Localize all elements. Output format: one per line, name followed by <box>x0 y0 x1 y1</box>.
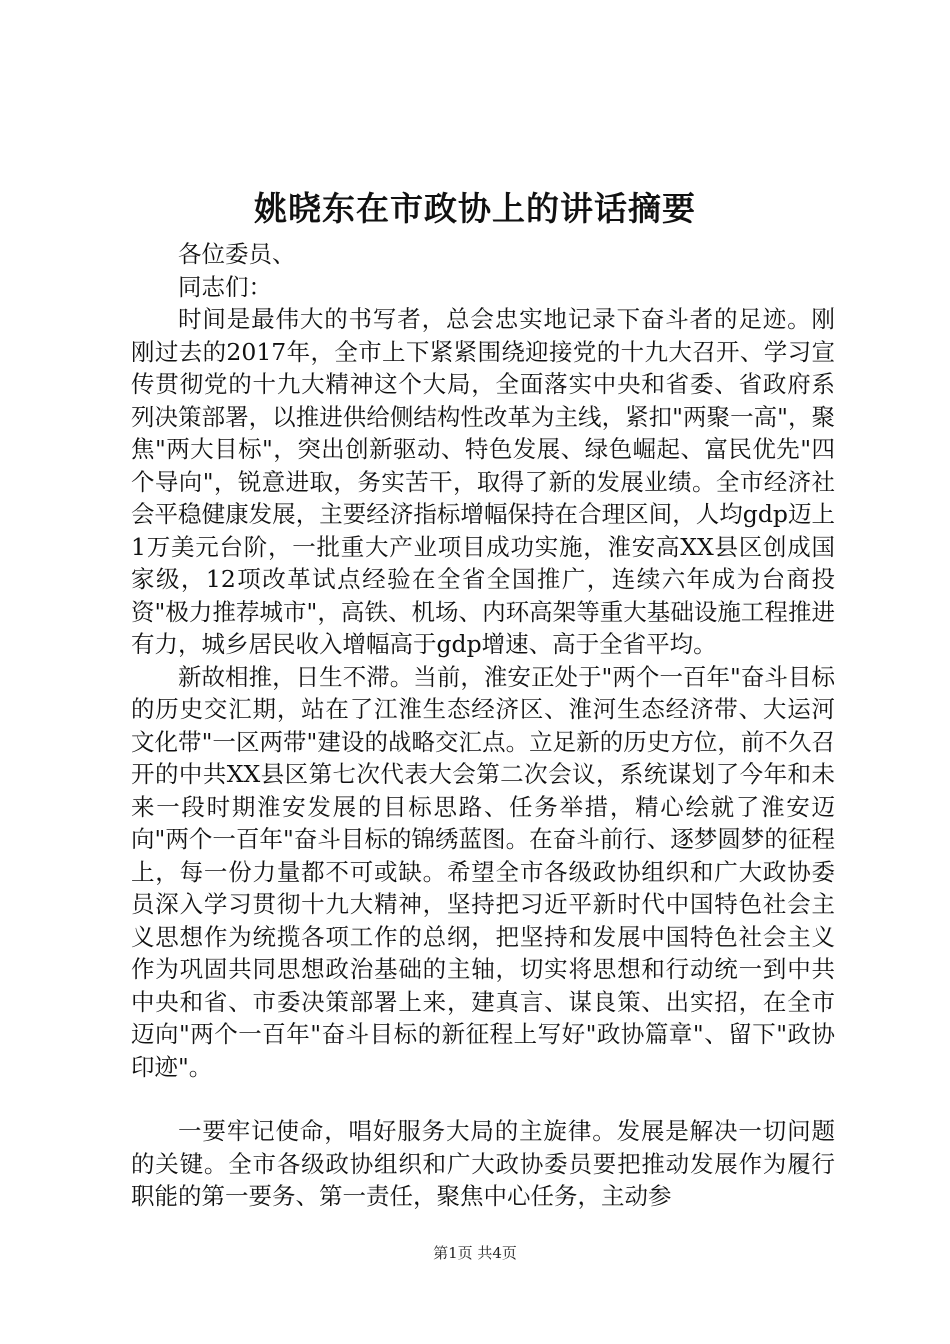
page-title: 姚晓东在市政协上的讲话摘要 <box>254 189 696 228</box>
salutation-line-2: 同志们： <box>178 272 272 301</box>
salutation-line-1: 各位委员、 <box>178 240 296 268</box>
paragraph-2: 新故相推，日生不滞。当前，淮安正处于"两个一百年"奋斗目标的历史交汇期，站在了江淮生态经济区、淮河生态经济带、大运河文化带"一区两带"建设的战略交汇点。立足新的历史方位，前不久召开的中共XX县区第七次代表大会第二次会议，系统谋划了今年和未来一段时期淮安发展的目标思路、任务举措，精心绘就了淮安迈向"两个一百年"奋斗目标的锦绣蓝图。在奋斗前行、逐梦圆梦的征程上，每一份力量都不可或缺。希望全市各级政协组织和广大政协委员深入学习贯彻十九大精神，坚持把习近平新时代中国特色社会主义思想作为统揽各项工作的总纲，把坚持和发展中国特色社会主义作为巩固共同思想政治基础的主轴，切实将思想和行动统一到中共中央和省、市委决策部署上来，建真言、谋良策、出实招，在全市迈向"两个一百年"奋斗目标的新征程上写好"政协篇章"、留下"政协印迹"。 <box>131 662 835 1081</box>
document-body <box>131 238 835 1213</box>
paragraph-1: 时间是最伟大的书写者，总会忠实地记录下奋斗者的足迹。刚刚过去的2017年，全市上下紧紧围绕迎接党的十九大召开、学习宣传贯彻党的十九大精神这个大局，全面落实中央和省委、省政府系列决策部署，以推进供给侧结构性改革为主线，紧扣"两聚一高"，聚焦"两大目标"，突出创新驱动、特色发展、绿色崛起、富民优先"四个导向"，锐意进取，务实苦干，取得了新的发展业绩。全市经济社会平稳健康发展，主要经济指标增幅保持在合理区间，人均gdp迈上1万美元台阶，一批重大产业项目成功实施，淮安高XX县区创成国家级，12项改革试点经验在全省全国推广，连续六年成为台商投资"极力推荐城市"，高铁、机场、内环高架等重大基础设施工程推进有力，城乡居民收入增幅高于gdp增速、高于全省平均。 <box>131 305 835 658</box>
paragraph-3: 一要牢记使命，唱好服务大局的主旋律。发展是解决一切问题的关键。全市各级政协组织和广大政协委员要把推动发展作为履行职能的第一要务、第一责任，聚焦中心任务，主动参 <box>131 1117 835 1210</box>
page-number-footer: 第1页 共4页 <box>433 1244 517 1262</box>
